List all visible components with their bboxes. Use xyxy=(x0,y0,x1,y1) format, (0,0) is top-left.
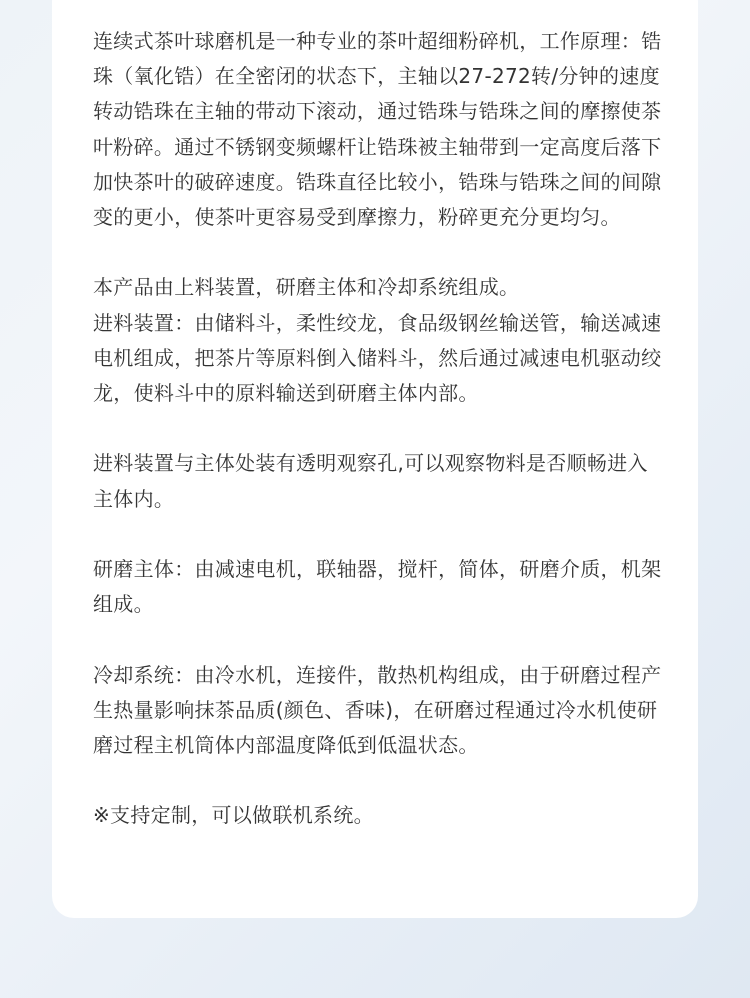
spacer xyxy=(93,622,663,657)
observation-port-paragraph: 进料装置与主体处装有透明观察孔,可以观察物料是否顺畅进入主体内。 xyxy=(93,451,648,511)
composition-paragraph: 本产品由上料装置，研磨主体和冷却系统组成。 xyxy=(93,275,520,300)
spacer xyxy=(93,517,663,552)
customization-note: ※支持定制，可以做联机系统。 xyxy=(93,803,374,828)
spacer xyxy=(93,411,663,446)
product-description xyxy=(93,24,663,834)
feeding-device-paragraph: 进料装置：由储料斗，柔性绞龙，食品级钢丝输送管，输送减速电机组成，把茶片等原料倒入储料斗，然后通过减速电机驱动绞龙，使料斗中的原料输送到研磨主体内部。 xyxy=(93,310,662,406)
content-card xyxy=(52,0,698,918)
grinding-body-paragraph: 研磨主体：由减速电机，联轴器，搅杆，简体，研磨介质，机架组成。 xyxy=(93,557,662,617)
spacer xyxy=(93,235,663,270)
spacer xyxy=(93,763,663,798)
intro-paragraph: 连续式茶叶球磨机是一种专业的茶叶超细粉碎机，工作原理：锆珠（氧化锆）在全密闭的状态下，主轴以27-272转/分钟的速度转动锆珠在主轴的带动下滚动，通过锆珠与锆珠之间的摩擦使茶叶粉碎。通过不锈钢变频螺杆让锆珠被主轴带到一定高度后落下加快茶叶的破碎速度。锆珠直径比较小，锆珠与锆珠之间的间隙变的更小，使茶叶更容易受到摩擦力，粉碎更充分更均匀。 xyxy=(93,29,662,230)
cooling-system-paragraph: 冷却系统：由冷水机，连接件，散热机构组成，由于研磨过程产生热量影响抹茶品质(颜色、香味)，在研磨过程通过冷水机使研磨过程主机筒体内部温度降低到低温状态。 xyxy=(93,662,662,757)
